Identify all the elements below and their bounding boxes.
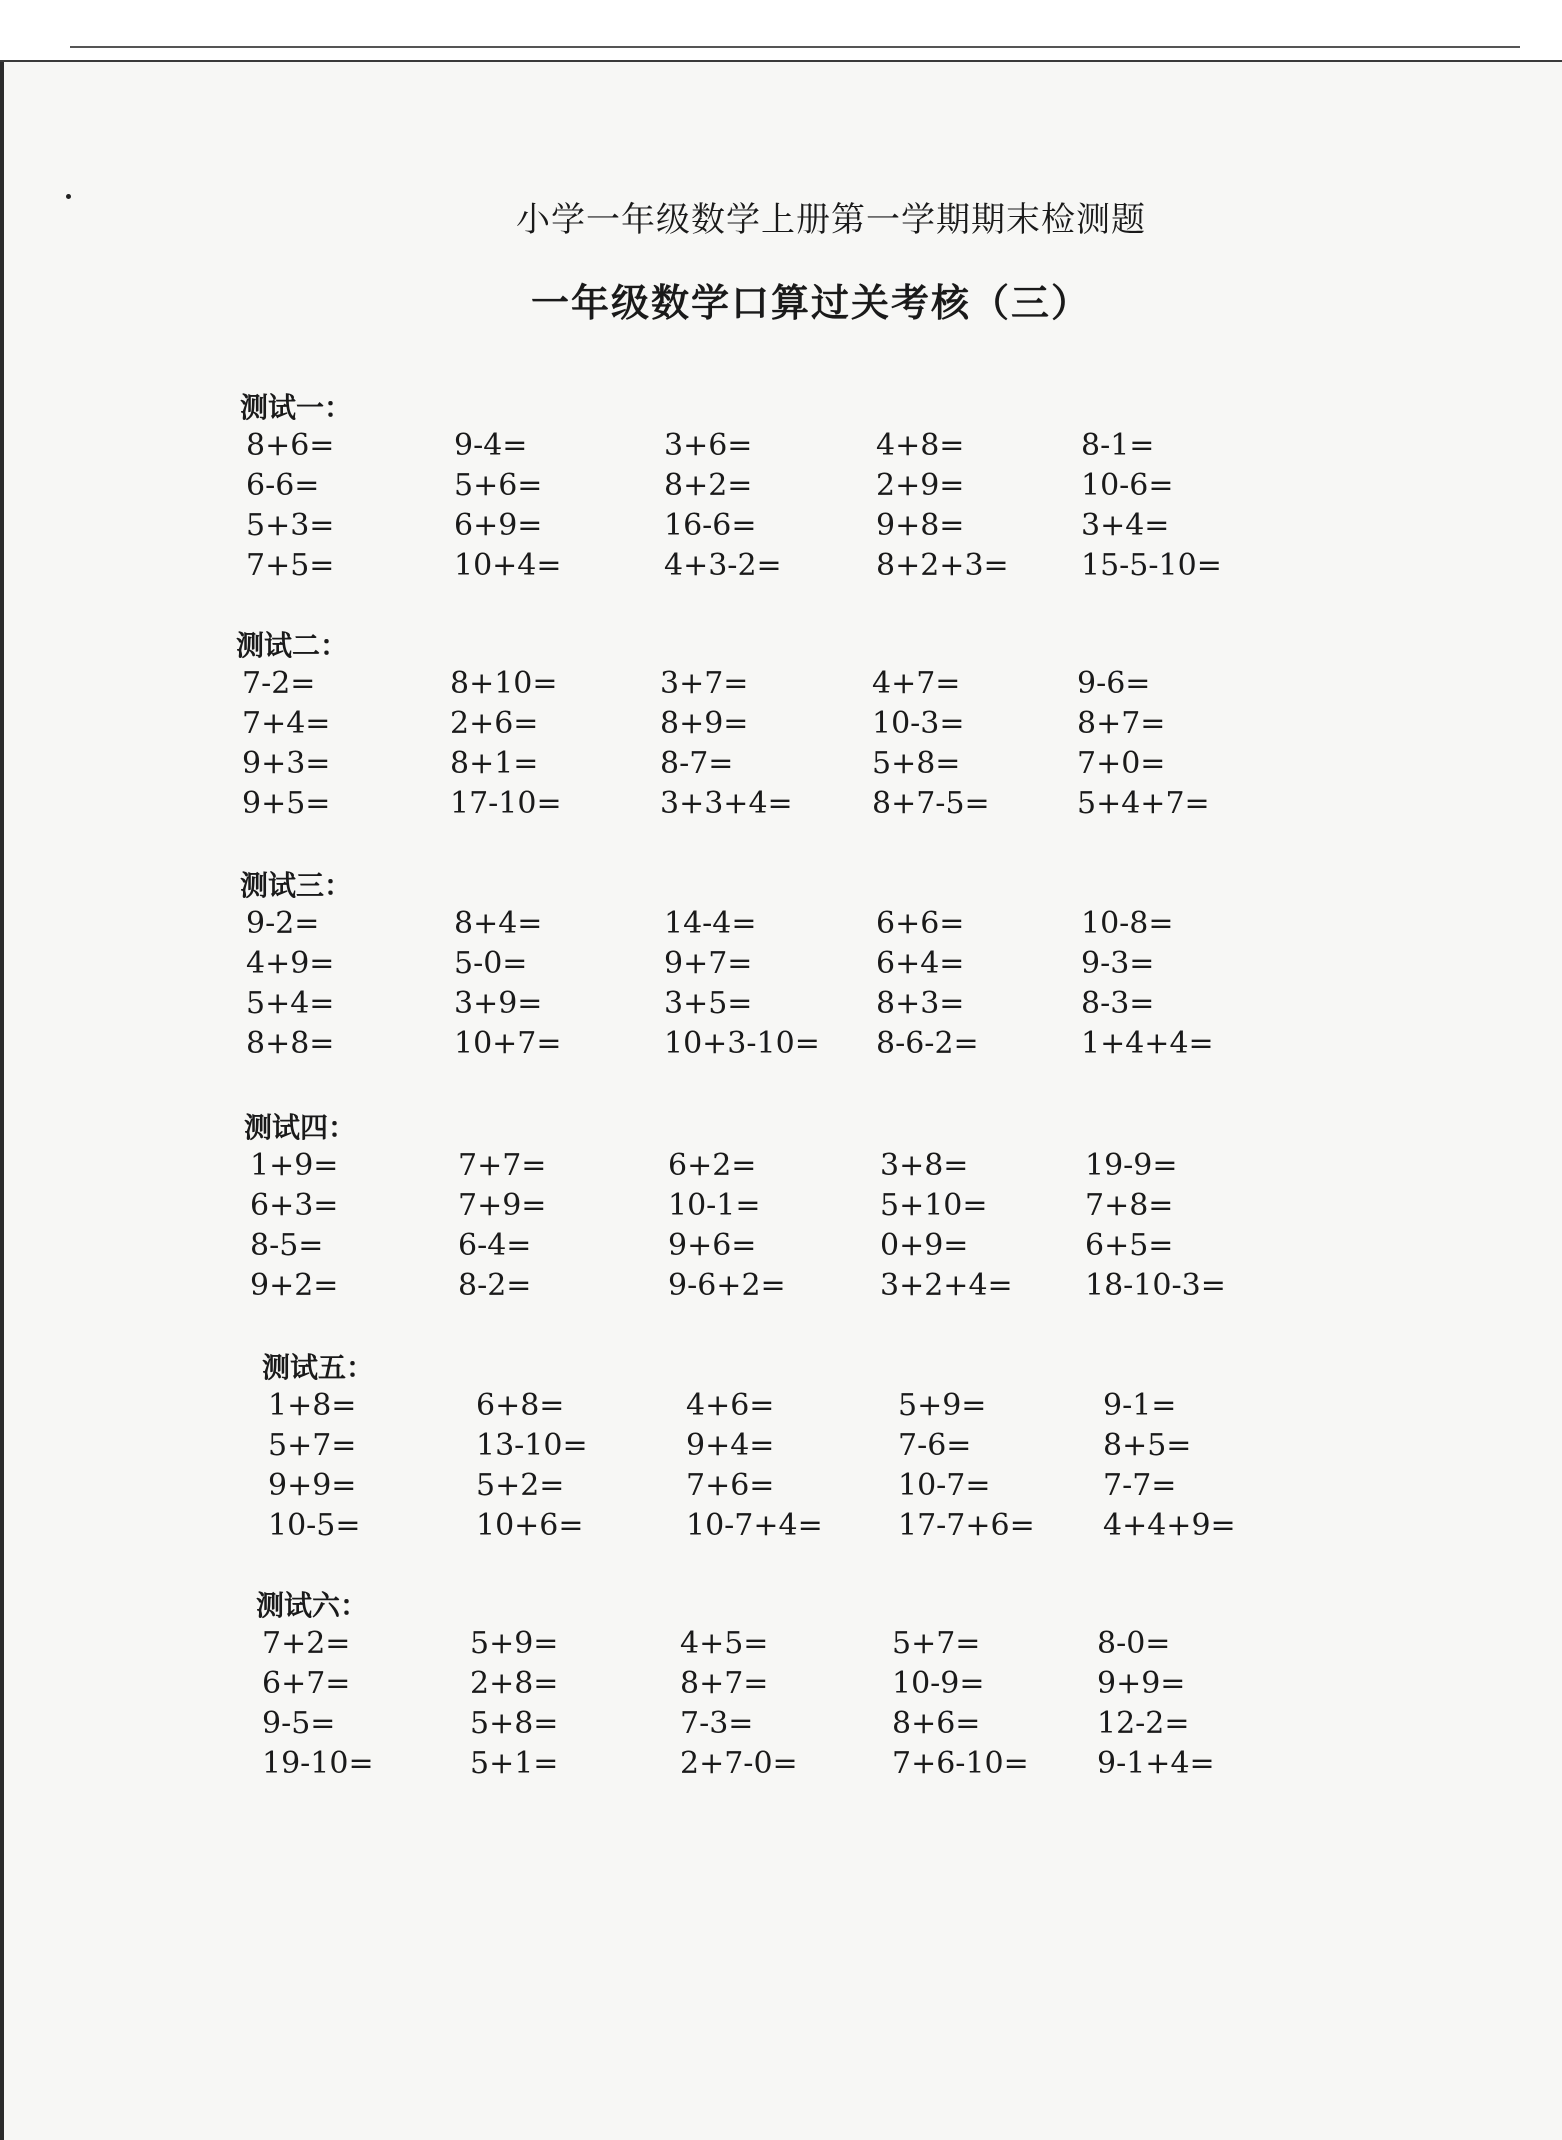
problem: 8+7-5=	[872, 786, 990, 821]
problem: 10-7=	[898, 1468, 991, 1503]
problem: 5+10=	[880, 1188, 988, 1223]
problem: 15-5-10=	[1081, 548, 1222, 583]
section-label: 测试二：	[236, 629, 349, 662]
problem: 8+8=	[246, 1026, 335, 1061]
problem: 8-3=	[1081, 986, 1155, 1021]
problem: 4+7=	[872, 666, 961, 701]
section-label: 测试五：	[262, 1351, 375, 1384]
problem: 8+2+3=	[876, 548, 1009, 583]
problem: 3+7=	[660, 666, 749, 701]
problem: 6+9=	[454, 508, 543, 543]
problem: 7+7=	[458, 1148, 547, 1183]
problem: 0+9=	[880, 1228, 969, 1263]
problem: 3+6=	[664, 428, 753, 463]
problem: 9+5=	[242, 786, 331, 821]
scan-edge-line	[70, 46, 1520, 48]
problem: 8-6-2=	[876, 1026, 979, 1061]
problem: 9-1+4=	[1097, 1746, 1215, 1781]
problem: 8+10=	[450, 666, 558, 701]
problem: 2+9=	[876, 468, 965, 503]
problem: 3+2+4=	[880, 1268, 1013, 1303]
test-section-1	[240, 386, 1340, 596]
problem: 3+3+4=	[660, 786, 793, 821]
problem: 9+7=	[664, 946, 753, 981]
problem: 7+8=	[1085, 1188, 1174, 1223]
problem: 12-2=	[1097, 1706, 1190, 1741]
problem: 5+1=	[470, 1746, 559, 1781]
problem: 13-10=	[476, 1428, 588, 1463]
section-label: 测试一：	[240, 391, 353, 424]
problem: 8+7=	[1077, 706, 1166, 741]
problem: 9-2=	[246, 906, 320, 941]
problem: 1+4+4=	[1081, 1026, 1214, 1061]
problem: 8+4=	[454, 906, 543, 941]
problem: 6-6=	[246, 468, 320, 503]
problem: 10+6=	[476, 1508, 584, 1543]
problem: 10+7=	[454, 1026, 562, 1061]
problem: 10-9=	[892, 1666, 985, 1701]
problem: 10-1=	[668, 1188, 761, 1223]
problem: 10-8=	[1081, 906, 1174, 941]
problem: 8+2=	[664, 468, 753, 503]
problem-grid	[246, 904, 1306, 1064]
problem: 2+7-0=	[680, 1746, 798, 1781]
problem: 8-5=	[250, 1228, 324, 1263]
problem: 8+6=	[246, 428, 335, 463]
problem: 1+8=	[268, 1388, 357, 1423]
problem: 9-3=	[1081, 946, 1155, 981]
problem: 10-7+4=	[686, 1508, 823, 1543]
problem: 9-4=	[454, 428, 528, 463]
problem: 17-7+6=	[898, 1508, 1035, 1543]
problem: 8+5=	[1103, 1428, 1192, 1463]
problem: 3+8=	[880, 1148, 969, 1183]
problem: 6+6=	[876, 906, 965, 941]
problem: 7-7=	[1103, 1468, 1177, 1503]
problem: 3+5=	[664, 986, 753, 1021]
problem: 10+3-10=	[664, 1026, 820, 1061]
problem: 4+5=	[680, 1626, 769, 1661]
problem-grid	[242, 664, 1302, 824]
problem: 7-2=	[242, 666, 316, 701]
problem: 7+2=	[262, 1626, 351, 1661]
problem: 5+7=	[892, 1626, 981, 1661]
problem: 7+6=	[686, 1468, 775, 1503]
problem: 9+3=	[242, 746, 331, 781]
problem: 8-1=	[1081, 428, 1155, 463]
problem: 4+8=	[876, 428, 965, 463]
problem: 4+9=	[246, 946, 335, 981]
problem: 18-10-3=	[1085, 1268, 1226, 1303]
problem: 4+4+9=	[1103, 1508, 1236, 1543]
problem: 9-6=	[1077, 666, 1151, 701]
test-section-6	[256, 1584, 1356, 1794]
problem: 14-4=	[664, 906, 757, 941]
problem: 17-10=	[450, 786, 562, 821]
document-subtitle: 一年级数学口算过关考核（三）	[530, 280, 1091, 325]
problem: 5+9=	[898, 1388, 987, 1423]
problem: 6+8=	[476, 1388, 565, 1423]
problem: 1+9=	[250, 1148, 339, 1183]
problem: 7-3=	[680, 1706, 754, 1741]
problem: 7+5=	[246, 548, 335, 583]
scan-left-edge	[0, 62, 4, 2140]
test-section-3	[240, 864, 1340, 1074]
problem: 9+9=	[1097, 1666, 1186, 1701]
problem: 8-0=	[1097, 1626, 1171, 1661]
problem: 7+0=	[1077, 746, 1166, 781]
problem: 7+4=	[242, 706, 331, 741]
problem: 8+7=	[680, 1666, 769, 1701]
problem: 6+2=	[668, 1148, 757, 1183]
problem: 9-6+2=	[668, 1268, 786, 1303]
problem: 8+9=	[660, 706, 749, 741]
section-label: 测试四：	[244, 1111, 357, 1144]
problem-grid	[250, 1146, 1310, 1306]
problem: 2+8=	[470, 1666, 559, 1701]
problem: 5-0=	[454, 946, 528, 981]
test-section-2	[236, 624, 1336, 834]
problem-grid	[262, 1624, 1322, 1784]
problem: 5+3=	[246, 508, 335, 543]
problem: 8+1=	[450, 746, 539, 781]
problem: 9-1=	[1103, 1388, 1177, 1423]
problem: 2+6=	[450, 706, 539, 741]
problem-grid	[268, 1386, 1328, 1546]
problem: 5+9=	[470, 1626, 559, 1661]
problem: 5+6=	[454, 468, 543, 503]
problem: 19-10=	[262, 1746, 374, 1781]
problem: 4+3-2=	[664, 548, 782, 583]
problem: 8-7=	[660, 746, 734, 781]
problem: 5+8=	[872, 746, 961, 781]
problem: 16-6=	[664, 508, 757, 543]
problem: 5+4=	[246, 986, 335, 1021]
problem: 6-4=	[458, 1228, 532, 1263]
problem: 19-9=	[1085, 1148, 1178, 1183]
problem: 9+8=	[876, 508, 965, 543]
problem: 8-2=	[458, 1268, 532, 1303]
problem: 5+7=	[268, 1428, 357, 1463]
problem: 10-6=	[1081, 468, 1174, 503]
problem: 10-5=	[268, 1508, 361, 1543]
problem: 8+3=	[876, 986, 965, 1021]
problem: 7+9=	[458, 1188, 547, 1223]
problem: 3+9=	[454, 986, 543, 1021]
problem-grid	[246, 426, 1306, 586]
document-title: 小学一年级数学上册第一学期期末检测题	[516, 200, 1146, 240]
problem: 5+2=	[476, 1468, 565, 1503]
problem: 4+6=	[686, 1388, 775, 1423]
problem: 6+4=	[876, 946, 965, 981]
problem: 9+9=	[268, 1468, 357, 1503]
problem: 10+4=	[454, 548, 562, 583]
problem: 6+3=	[250, 1188, 339, 1223]
test-section-5	[262, 1346, 1362, 1556]
problem: 9+6=	[668, 1228, 757, 1263]
scan-top-border	[0, 0, 1562, 62]
problem: 5+8=	[470, 1706, 559, 1741]
problem: 9-5=	[262, 1706, 336, 1741]
problem: 6+7=	[262, 1666, 351, 1701]
section-label: 测试六：	[256, 1589, 369, 1622]
problem: 10-3=	[872, 706, 965, 741]
problem: 6+5=	[1085, 1228, 1174, 1263]
problem: 8+6=	[892, 1706, 981, 1741]
problem: 5+4+7=	[1077, 786, 1210, 821]
problem: 3+4=	[1081, 508, 1170, 543]
problem: 9+4=	[686, 1428, 775, 1463]
problem: 9+2=	[250, 1268, 339, 1303]
problem: 7-6=	[898, 1428, 972, 1463]
problem: 7+6-10=	[892, 1746, 1029, 1781]
section-label: 测试三：	[240, 869, 353, 902]
test-section-4	[244, 1106, 1344, 1316]
